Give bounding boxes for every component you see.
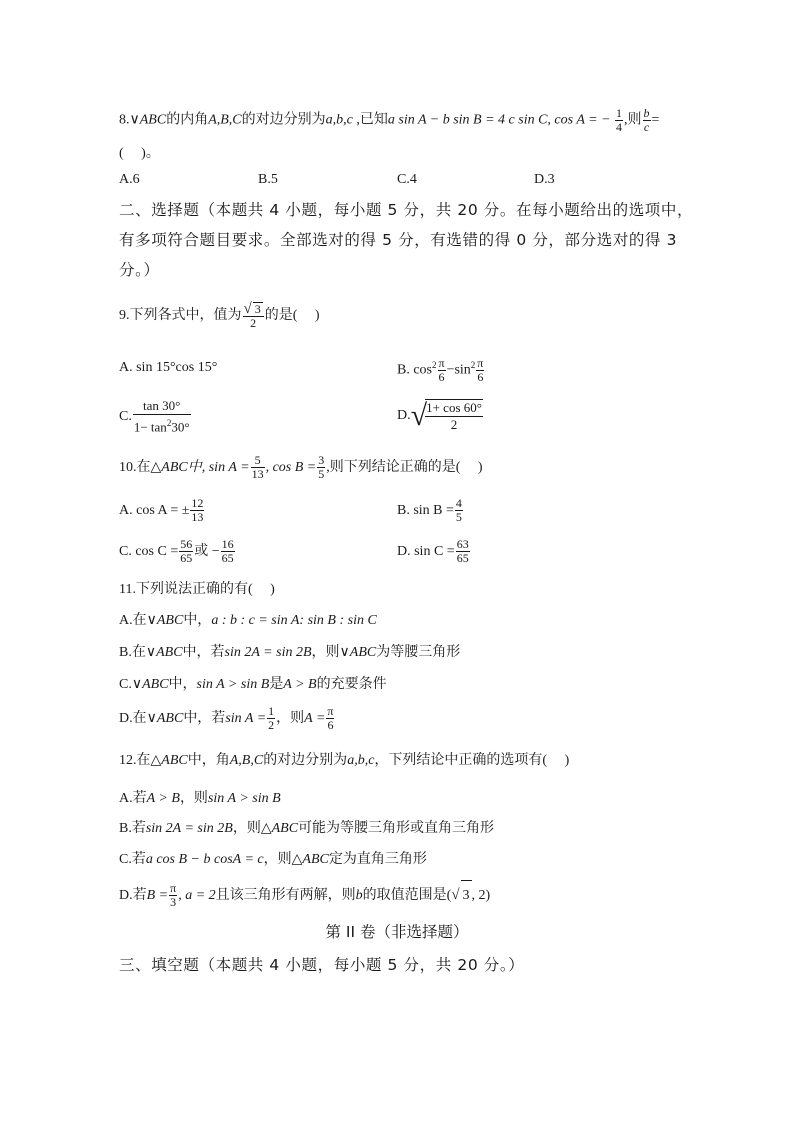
- denominator: 65: [180, 551, 193, 566]
- q11-option-d: [119, 705, 335, 733]
- text: 中，若: [183, 711, 226, 726]
- text: , 2): [471, 888, 491, 903]
- text: 9.下列各式中，值为: [119, 308, 242, 324]
- fraction: [643, 107, 651, 134]
- formula: a sin A − b sin B = 4 c sin C, cos A = −: [387, 112, 611, 128]
- fraction: [317, 454, 325, 481]
- text: A,B,C: [229, 753, 264, 768]
- text: ABC: [161, 753, 188, 768]
- text: a,b,c: [347, 753, 375, 768]
- text: ,则: [624, 112, 642, 128]
- denominator: 6: [327, 718, 334, 733]
- radical-sign: √: [451, 887, 460, 903]
- q8-option-d: D.3: [534, 172, 555, 187]
- radicand: 3: [254, 302, 261, 316]
- radicand: 3: [461, 880, 472, 911]
- q11-option-b: [119, 644, 460, 662]
- text: 30°: [171, 419, 190, 435]
- fraction: [425, 399, 483, 433]
- numerator: π: [327, 704, 334, 719]
- fraction: [133, 398, 191, 435]
- text: ,已知: [352, 112, 388, 128]
- numerator: 63: [456, 537, 469, 552]
- text: 的对边分别为: [263, 753, 348, 768]
- fraction: [438, 357, 446, 384]
- part2-title: 第 II 卷（非选择题）: [325, 923, 469, 941]
- text: ,则下列结论正确的是( ): [326, 460, 483, 475]
- text: B.在∨: [119, 645, 157, 660]
- formula: , cos B =: [265, 460, 317, 475]
- numerator: 12: [191, 496, 204, 511]
- formula: A > B: [283, 677, 317, 692]
- text: ABC: [156, 613, 184, 628]
- q8-option-c: C.4: [397, 172, 417, 187]
- denominator: 13: [251, 467, 264, 482]
- text: 可能为等腰三角形或直角三角形: [298, 821, 495, 836]
- q11-option-c: [119, 676, 387, 694]
- numerator: b: [643, 106, 650, 120]
- text: C.: [119, 408, 132, 424]
- text: ，则∨: [311, 645, 350, 660]
- numerator: π: [477, 355, 484, 370]
- q11-option-a: [119, 612, 377, 630]
- section2-line3: 分。）: [119, 261, 160, 279]
- fraction: [476, 357, 484, 384]
- formula: sin A =: [225, 711, 267, 726]
- formula: sin A > sin B: [207, 791, 281, 806]
- text: ，则: [276, 711, 305, 726]
- numerator: 3: [318, 453, 325, 468]
- q11-stem: 11.下列说法正确的有( ): [119, 582, 275, 597]
- numerator: π: [438, 355, 445, 370]
- formula: , a = 2: [178, 888, 216, 903]
- formula: A =: [304, 711, 326, 726]
- text: =: [651, 112, 660, 128]
- q12-option-d: [119, 880, 490, 911]
- radical-sign: √: [243, 301, 252, 317]
- section2-line2: 有多项符合题目要求。全部选对的得 5 分，有选错的得 0 分，部分选对的得 3: [119, 231, 678, 249]
- text: B. sin B =: [397, 503, 454, 518]
- text: 10.在△: [119, 460, 162, 475]
- text: D.在∨: [119, 711, 157, 726]
- numerator: 56: [180, 537, 193, 552]
- text: A,B,C: [208, 112, 242, 128]
- q10-stem: [119, 454, 483, 482]
- q8-option-b: B.5: [258, 172, 278, 187]
- text: ABC: [156, 711, 184, 726]
- text: (: [446, 888, 452, 903]
- denominator: 4: [616, 120, 623, 134]
- formula: sin 2A = sin 2B: [145, 821, 233, 836]
- text: ABC: [139, 112, 167, 128]
- q10-option-c: [119, 538, 236, 566]
- text: ABC: [156, 645, 183, 660]
- fraction: [615, 107, 623, 134]
- q9-option-d: [397, 398, 484, 434]
- formula: sin 2A = sin 2B: [224, 645, 312, 660]
- denominator: 6: [438, 369, 445, 384]
- formula: B =: [146, 888, 169, 903]
- text: 定为直角三角形: [328, 852, 427, 867]
- formula: sin A > sin B: [196, 677, 270, 692]
- section3-heading: 三、填空题（本题共 4 小题，每小题 5 分，共 20 分。）: [119, 956, 525, 974]
- denominator: 2: [250, 316, 257, 330]
- text: ABC: [349, 645, 377, 660]
- text: 中，: [183, 613, 212, 628]
- numerator: 4: [455, 496, 462, 511]
- fraction: [267, 705, 275, 732]
- text: a,b,c: [325, 112, 353, 128]
- denominator: 13: [191, 510, 204, 525]
- q8-option-a: A.6: [119, 172, 140, 187]
- text: C.∨: [119, 677, 143, 692]
- denominator: 2: [268, 718, 275, 733]
- text: 的充要条件: [316, 677, 387, 692]
- denominator: 5: [318, 467, 325, 482]
- fraction: [169, 882, 177, 909]
- text: 中，若: [182, 645, 225, 660]
- denominator: c: [643, 120, 650, 134]
- text: ABC: [142, 677, 169, 692]
- q12-option-c: [119, 851, 427, 869]
- q9-stem: [119, 302, 320, 330]
- section2-line1: 二、选择题（本题共 4 小题，每小题 5 分，共 20 分。在每小题给出的选项中，: [119, 201, 694, 219]
- numerator: 16: [221, 537, 234, 552]
- numerator: π: [170, 881, 177, 896]
- formula: 中, sin A =: [187, 460, 250, 475]
- text: ，则△: [263, 852, 303, 867]
- q12-stem: [119, 752, 569, 770]
- text: 1− tan: [133, 419, 167, 435]
- text: D.若: [119, 888, 147, 903]
- text: D.: [397, 408, 411, 424]
- q10-option-a: [119, 497, 205, 525]
- denominator: 3: [170, 895, 177, 910]
- numerator: [243, 302, 264, 317]
- fraction: [243, 302, 264, 330]
- exponent: 2: [432, 360, 437, 370]
- text: C.若: [119, 852, 146, 867]
- text: ABC: [161, 460, 188, 475]
- numerator: tan 30°: [133, 398, 191, 415]
- radical-sign: √: [410, 399, 428, 432]
- fraction: [326, 705, 334, 732]
- text: 的对边分别为: [241, 112, 326, 128]
- q12-option-a: [119, 790, 281, 808]
- text: b: [355, 888, 363, 903]
- q12-option-b: [119, 820, 494, 838]
- text: B.若: [119, 821, 146, 836]
- denominator: 65: [221, 551, 234, 566]
- fraction: [190, 497, 204, 524]
- numerator: 1: [616, 106, 623, 120]
- denominator: [133, 415, 191, 435]
- numerator: 1: [268, 704, 275, 719]
- text: 且该三角形有两解，则: [215, 888, 356, 903]
- text: 中，角: [187, 753, 230, 768]
- exponent: 2: [470, 360, 476, 370]
- text: 或 −: [194, 544, 220, 559]
- text: A. cos A = ±: [119, 503, 190, 518]
- q8-stem: [119, 107, 659, 134]
- numerator: 1+ cos 60°: [426, 400, 482, 415]
- denominator: 65: [456, 551, 469, 566]
- text: 中，: [168, 677, 197, 692]
- text: A.若: [119, 791, 147, 806]
- denominator: 5: [455, 510, 462, 525]
- exponent: 2: [166, 418, 172, 428]
- fraction: [221, 538, 235, 565]
- text: D. sin C =: [397, 544, 455, 559]
- text: ABC: [271, 821, 299, 836]
- denominator: 6: [477, 369, 484, 384]
- text: 的内角: [166, 112, 209, 128]
- text: 12.在△: [119, 753, 162, 768]
- text: 8.∨: [119, 112, 140, 128]
- text: 的取值范围是: [362, 888, 447, 903]
- text: ，则: [179, 791, 208, 806]
- text: 为等腰三角形: [376, 645, 461, 660]
- text: ，则△: [232, 821, 272, 836]
- text: A.在∨: [119, 613, 157, 628]
- fraction: [179, 538, 193, 565]
- text: −sin: [446, 362, 471, 378]
- text: B. cos: [397, 362, 432, 378]
- q9-option-c: [119, 398, 192, 435]
- numerator: 5: [251, 454, 265, 468]
- denominator: 2: [450, 417, 458, 432]
- text: ABC: [302, 852, 329, 867]
- q8-paren: ( )。: [119, 146, 160, 161]
- text: ，下列结论中正确的选项有( ): [374, 753, 570, 768]
- text: 是: [269, 677, 284, 692]
- q9-option-b: [397, 351, 485, 385]
- formula: A > B: [146, 791, 180, 806]
- formula: a cos B − b cosA = c: [145, 852, 264, 867]
- fraction: [251, 454, 265, 481]
- q9-option-a: A. sin 15°cos 15°: [119, 360, 218, 375]
- formula: a : b : c = sin A: sin B : sin C: [211, 613, 377, 628]
- text: C. cos C =: [119, 544, 179, 559]
- fraction: [455, 497, 463, 524]
- text: 的是( ): [264, 308, 320, 324]
- q10-option-b: [397, 497, 464, 525]
- q10-option-d: [397, 538, 471, 566]
- fraction: [456, 538, 470, 565]
